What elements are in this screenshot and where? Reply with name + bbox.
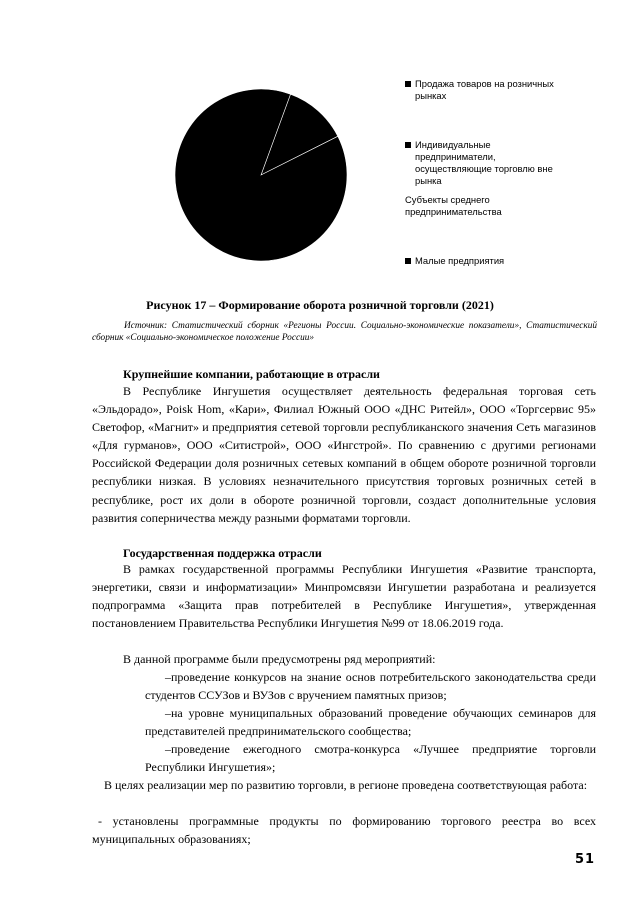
list-item: –проведение ежегодного смотра-конкурса «Лучшее предприятие торговли Республики Ингушетия»; — [145, 742, 596, 775]
paragraph: - установлены программные продукты по формированию торгового реестра во всех муниципальных образованиях; — [92, 814, 596, 847]
paragraph: В рамках государственной программы Республики Ингушетия «Развитие транспорта, энергетики, связи и информатизации» Минпромсвязи Ингушетии разработана и реализуется подпрограмма «Защита прав потребителей в Республике Ингушетия», утвержденная постановлением Правительства Республики Ингушетия №99 от 18.06.2019 года. — [92, 562, 596, 631]
section-heading: Государственная поддержка отрасли — [123, 546, 322, 560]
legend-swatch-icon — [405, 258, 411, 264]
legend-item-individual-entrepreneurs — [405, 139, 565, 187]
legend-label: Малые предприятия — [415, 255, 505, 266]
page-number: 51 — [575, 852, 596, 867]
legend-label: Субъекты среднего предпринимательства — [405, 194, 502, 217]
pie-data-label: 12 — [193, 128, 205, 139]
paragraph: В Республике Ингушетия осуществляет деятельность федеральная торговая сеть «Эльдорадо», Poisk Hom, «Кари», Филиал Южный ООО «ДНС Ритейл», ООО «Торгсервис 95» Светофор, «Магнит» и предприятия сетевой торговли республиканского значения Сеть магазинов «Для гурманов», ООО «Ситистрой», ООО «Ингстрой». По сравнению с другими регионами Российской Федерации доля розничных сетевых компаний в общем обороте розничной торговли республики низкая. В условиях незначительного присутствия торговых розничных сетей в республике, рост их доли в обороте розничной торговли, создаст дополнительные условия развития соперничества между разными форматами торговли. — [92, 384, 596, 525]
pie-slices — [175, 89, 347, 261]
figure-caption: Рисунок 17 – Формирование оборота розничной торговли (2021) — [146, 298, 494, 312]
legend-swatch-icon — [405, 81, 411, 87]
legend-item-retail-markets — [405, 78, 565, 102]
legend-item-small-enterprises — [405, 255, 565, 267]
legend-label: Продажа товаров на розничных рынках — [415, 78, 554, 101]
legend-label: Индивидуальные предприниматели, осуществляющие торговлю вне рынка — [415, 139, 553, 186]
list-item: –проведение конкурсов на знание основ потребительского законодательства среди студентов ССУЗов и ВУЗов с вручением памятных призов; — [145, 670, 596, 703]
paragraph: В целях реализации мер по развитию торговли, в регионе проведена соответствующая работа: — [104, 778, 588, 792]
legend-swatch-icon — [405, 142, 411, 148]
section-heading: Крупнейшие компании, работающие в отрасли — [123, 367, 380, 381]
figure-source: Источник: Статистический сборник «Регионы России. Социально-экономические показатели», Статистический сборник «Социально-экономическое положение России» — [92, 321, 597, 343]
list-item: –на уровне муниципальных образований проведение обучающих семинаров для представителей предпринимательского сообщества; — [145, 706, 596, 739]
legend-item-medium-business — [405, 194, 515, 218]
paragraph: В данной программе были предусмотрены ряд мероприятий: — [123, 652, 436, 666]
